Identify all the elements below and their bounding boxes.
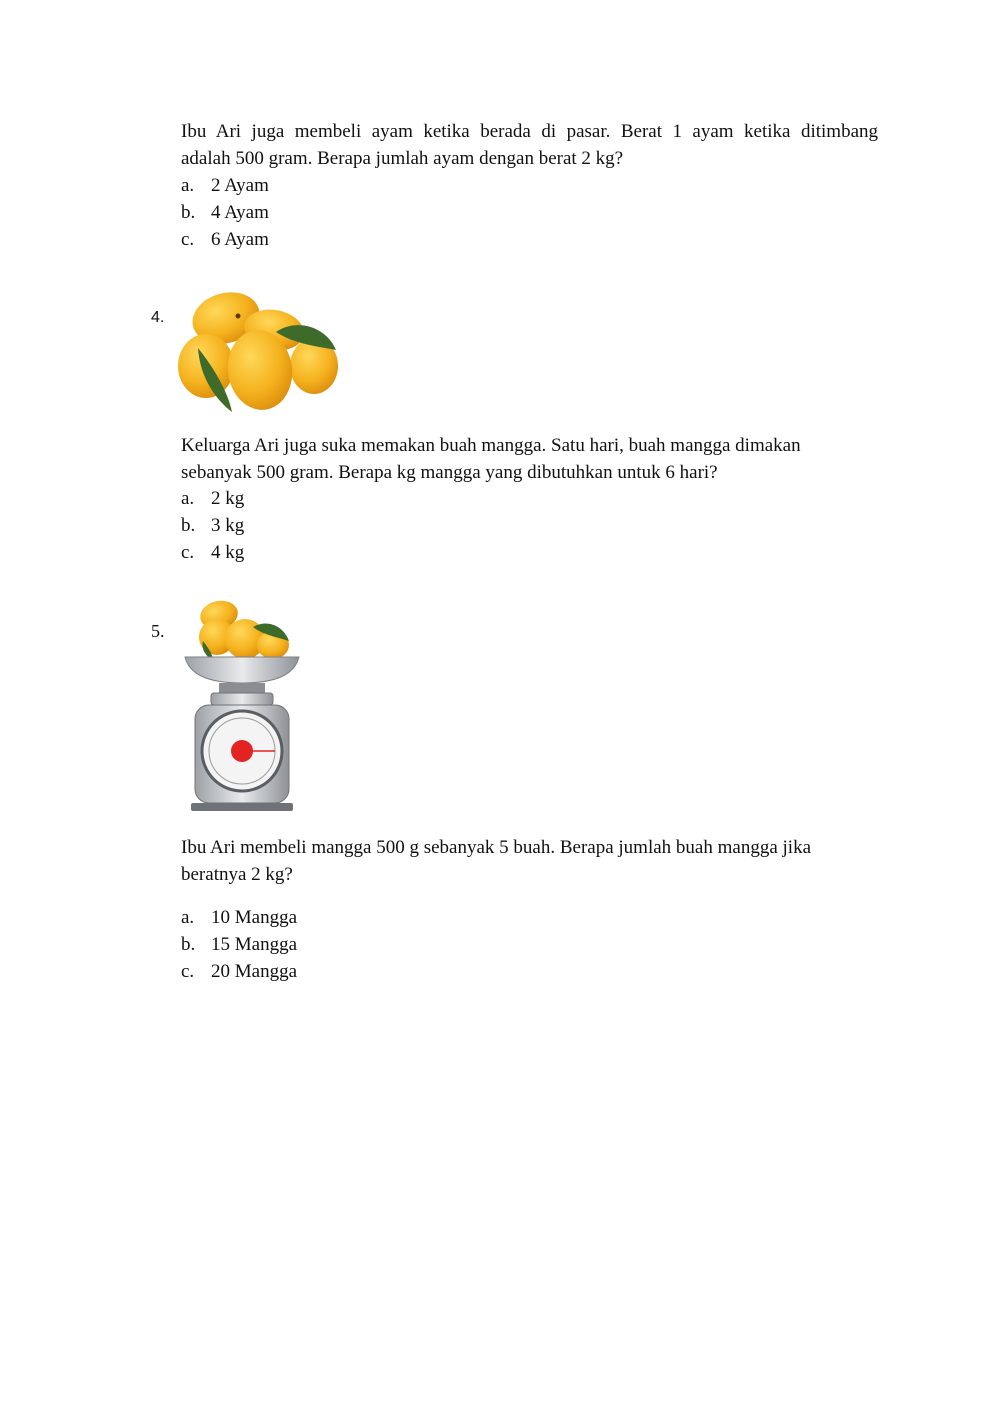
option-text: 15 Mangga <box>211 934 298 955</box>
question-5-text-line-1: Ibu Ari membeli mangga 500 g sebanyak 5 buah. Berapa jumlah buah mangga jika <box>181 837 811 858</box>
option-letter: a. <box>181 907 195 928</box>
option-text: 6 Ayam <box>211 229 269 250</box>
question-5-option-a[interactable] <box>181 904 297 931</box>
option-text: 4 Ayam <box>211 202 269 223</box>
question-3-text-line-1: Ibu Ari juga membeli ayam ketika berada di pasar. Berat 1 ayam ketika ditimbang <box>181 121 878 142</box>
question-5-text-line-2: beratnya 2 kg? <box>181 864 293 885</box>
option-letter: a. <box>181 175 195 196</box>
question-4-text-line-1: Keluarga Ari juga suka memakan buah mangga. Satu hari, buah mangga dimakan <box>181 435 801 456</box>
question-4-text-line-2: sebanyak 500 gram. Berapa kg mangga yang dibutuhkan untuk 6 hari? <box>181 462 718 483</box>
option-text: 2 kg <box>211 488 245 509</box>
option-text: 2 Ayam <box>211 175 269 196</box>
question-4-option-a[interactable] <box>181 485 244 512</box>
option-letter: c. <box>181 542 195 563</box>
option-text: 3 kg <box>211 515 245 536</box>
option-letter: b. <box>181 934 196 955</box>
option-letter: a. <box>181 488 195 509</box>
option-letter: c. <box>181 229 195 250</box>
option-letter: c. <box>181 961 195 982</box>
question-3-option-b[interactable] <box>181 199 269 226</box>
question-5-number: 5. <box>151 621 165 641</box>
question-3-text-line-2: adalah 500 gram. Berapa jumlah ayam dengan berat 2 kg? <box>181 148 624 169</box>
option-letter: b. <box>181 515 196 536</box>
option-text: 4 kg <box>211 542 245 563</box>
option-letter: b. <box>181 202 196 223</box>
question-5-option-c[interactable] <box>181 958 297 985</box>
question-5-option-b[interactable] <box>181 931 297 958</box>
question-3-option-c[interactable] <box>181 226 269 253</box>
question-4-option-b[interactable] <box>181 512 244 539</box>
mangoes-icon <box>176 288 341 414</box>
option-text: 20 Mangga <box>211 961 298 982</box>
question-4-number: 4. <box>151 309 165 326</box>
mango-scale-icon <box>183 597 301 817</box>
question-4-option-c[interactable] <box>181 539 244 566</box>
question-3-option-a[interactable] <box>181 172 269 199</box>
option-text: 10 Mangga <box>211 907 298 928</box>
